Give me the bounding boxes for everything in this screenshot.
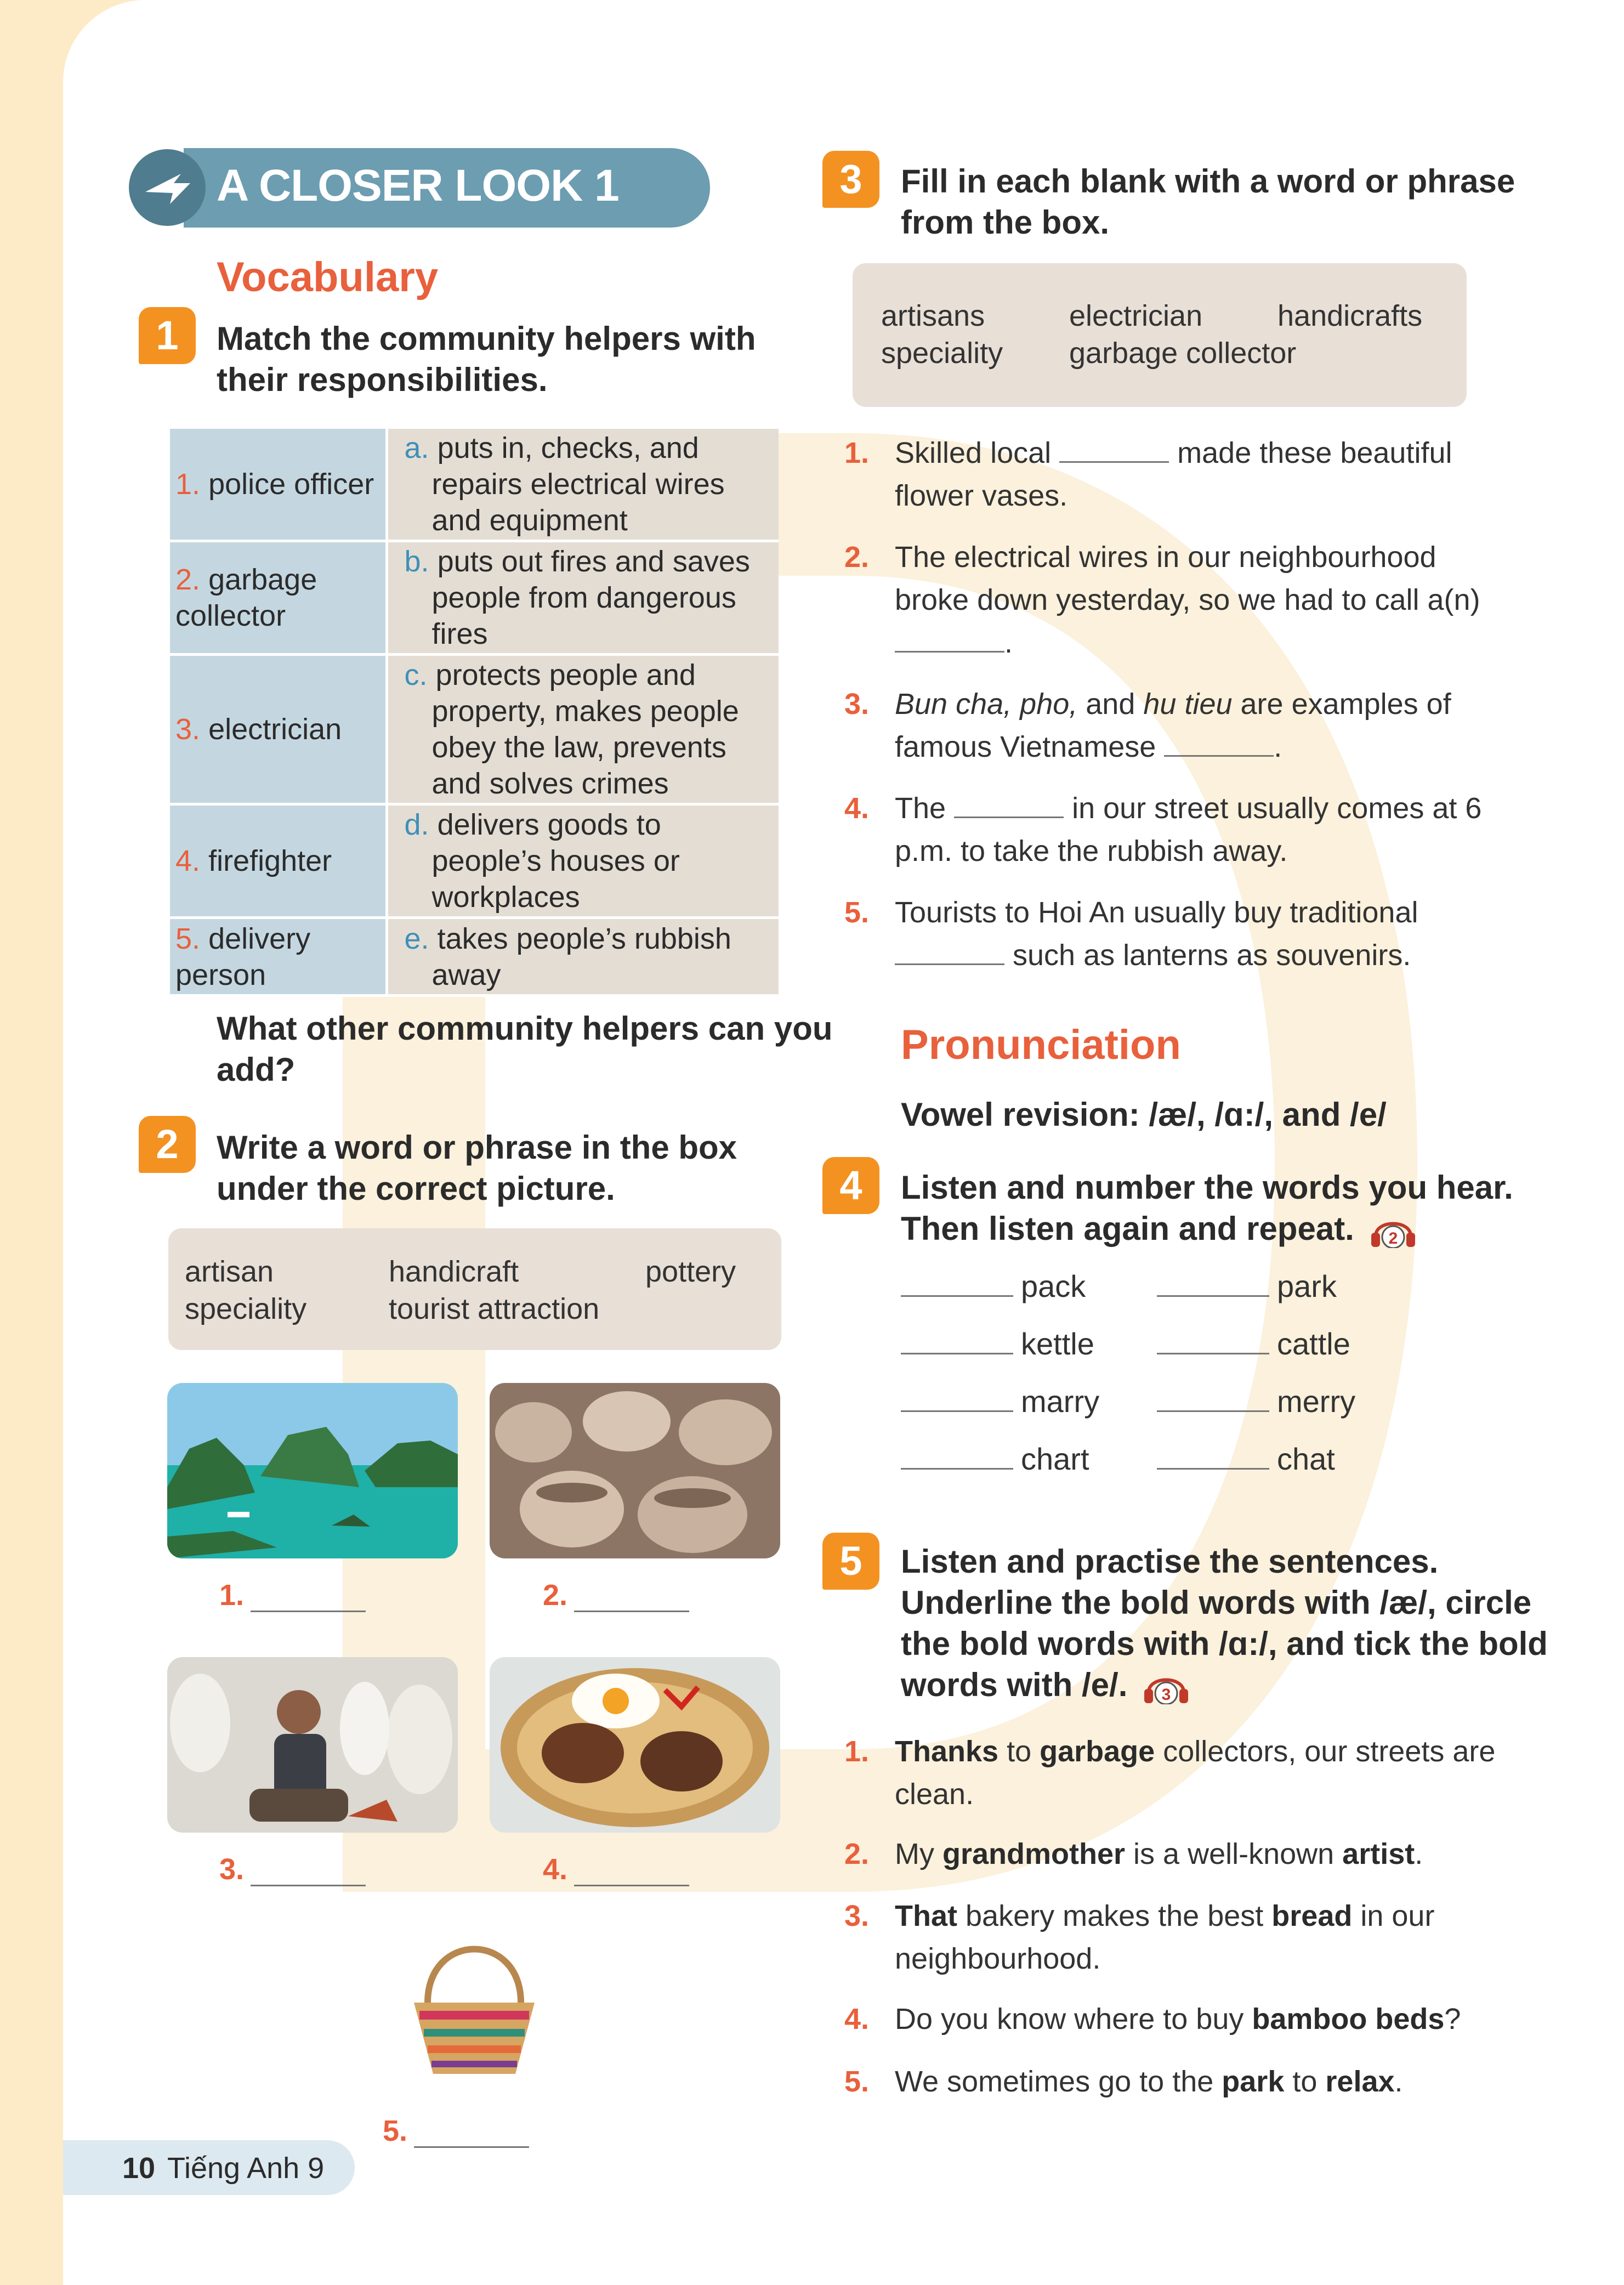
helper-cell[interactable]: 4. firefighter — [170, 804, 387, 918]
match-row — [170, 429, 779, 541]
responsibility-cell[interactable]: b. puts out fires and saves people from dangerous fires — [387, 541, 779, 655]
audio-track-icon[interactable] — [1141, 1670, 1191, 1704]
blank-input[interactable] — [1059, 441, 1169, 463]
word-box-item: pottery — [645, 1255, 736, 1288]
exercise-2-badge: 2 — [139, 1116, 196, 1173]
number-blank[interactable] — [901, 1396, 1013, 1412]
bold-word[interactable]: grandmother — [942, 1838, 1126, 1870]
word-box-item: garbage collector — [1069, 337, 1297, 370]
match-row — [170, 541, 779, 655]
page — [63, 0, 1624, 2285]
ex4-word: chart — [901, 1441, 1089, 1477]
basket-photo — [398, 1920, 551, 2079]
ex4-word: cattle — [1157, 1326, 1350, 1362]
match-table — [170, 429, 779, 997]
picture-4-answer[interactable]: 4. — [543, 1852, 689, 1886]
svg-text:2: 2 — [1388, 1229, 1398, 1248]
page-number: 10 — [122, 2152, 156, 2185]
exercise-3-instruction: Fill in each blank with a word or phrase from the box. — [901, 163, 1515, 241]
ex4-word: chat — [1157, 1441, 1335, 1477]
bay-landscape-photo — [167, 1383, 458, 1558]
ex5-sentence: 3. That bakery makes the best bread in our neighbourhood. — [844, 1900, 1435, 1975]
responsibility-cell[interactable]: e. takes people’s rubbish away — [387, 918, 779, 996]
blank-input[interactable] — [895, 943, 1004, 965]
match-row — [170, 655, 779, 804]
page-footer — [63, 2140, 355, 2195]
ex4-word: merry — [1157, 1384, 1355, 1419]
ex4-word: pack — [901, 1268, 1086, 1304]
responsibility-cell[interactable]: d. delivers goods to people’s houses or workplaces — [387, 804, 779, 918]
word-box-item: speciality — [185, 1292, 307, 1325]
exercise-2-instruction: Write a word or phrase in the box under the correct picture. — [217, 1129, 737, 1207]
bold-word[interactable]: park — [1222, 2065, 1285, 2098]
ex5-sentence: 5. We sometimes go to the park to relax. — [844, 2065, 1403, 2098]
pottery-photo — [490, 1383, 780, 1558]
word-box-item: electrician — [1069, 299, 1203, 332]
ex4-word: marry — [901, 1384, 1099, 1419]
blank-input[interactable] — [1164, 735, 1274, 757]
section-banner — [129, 148, 710, 228]
exercise-5-instruction: Listen and practise the sentences. Underline the bold words with /æ/, circle the bold words with /ɑ:/, and tick the bold words with /e/. 3 — [901, 1543, 1548, 1704]
ex3-item-2: 2. The electrical wires in our neighbourhood broke down yesterday, so we had to call a(n) . — [844, 541, 1480, 659]
banner-icon — [129, 149, 206, 226]
audio-track-icon[interactable] — [1368, 1214, 1418, 1248]
ex5-sentence: 2. My grandmother is a well-known artist. — [844, 1838, 1423, 1870]
word-box-item: handicraft — [389, 1255, 519, 1288]
bold-word[interactable]: That — [895, 1900, 957, 1932]
pronunciation-title: Pronunciation — [901, 1022, 1181, 1068]
responsibility-cell[interactable]: c. protects people and property, makes people obey the law, prevents and solves crimes — [387, 655, 779, 804]
ex5-sentence: 1. Thanks to garbage collectors, our streets are clean. — [844, 1735, 1496, 1811]
ex4-word: kettle — [901, 1326, 1094, 1362]
word-box-item: artisan — [185, 1255, 274, 1288]
word-box-item: artisans — [881, 299, 985, 332]
exercise-2-word-box — [168, 1228, 781, 1350]
exercise-1-badge: 1 — [139, 307, 196, 364]
picture-5-answer[interactable]: 5. — [383, 2114, 529, 2148]
followup-question: What other community helpers can you add? — [217, 1010, 833, 1088]
exercise-5-badge: 5 — [822, 1533, 879, 1590]
responsibility-cell[interactable]: a. puts in, checks, and repairs electrical wires and equipment — [387, 429, 779, 541]
number-blank[interactable] — [1157, 1338, 1269, 1354]
svg-text:3: 3 — [1161, 1686, 1171, 1704]
vocabulary-title: Vocabulary — [217, 254, 439, 300]
helper-cell[interactable]: 5. delivery person — [170, 918, 387, 996]
bold-word[interactable]: Thanks — [895, 1735, 999, 1768]
number-blank[interactable] — [1157, 1453, 1269, 1470]
number-blank[interactable] — [1157, 1280, 1269, 1297]
word-box-item: speciality — [881, 337, 1003, 370]
bold-word[interactable]: bamboo beds — [1252, 2003, 1445, 2035]
ex4-word: park — [1157, 1268, 1337, 1304]
bold-word[interactable]: bread — [1271, 1900, 1353, 1932]
blank-input[interactable] — [895, 631, 1004, 653]
match-row — [170, 804, 779, 918]
ex3-item-1: 1. Skilled local made these beautiful flower vases. — [844, 436, 1452, 512]
picture-3-answer[interactable]: 3. — [219, 1852, 366, 1886]
artisan-photo — [167, 1657, 458, 1833]
number-blank[interactable] — [1157, 1396, 1269, 1412]
number-blank[interactable] — [901, 1338, 1013, 1354]
exercise-3-word-box — [853, 263, 1467, 407]
bold-word[interactable]: garbage — [1040, 1735, 1155, 1768]
book-title: Tiếng Anh 9 — [167, 2152, 325, 2185]
word-box-item: tourist attraction — [389, 1292, 600, 1325]
food-tray-photo — [490, 1657, 780, 1833]
exercise-3-badge: 3 — [822, 151, 879, 208]
ex3-item-4: 4. The in our street usually comes at 6 p.m. to take the rubbish away. — [844, 792, 1482, 867]
match-row — [170, 918, 779, 996]
word-box-item: handicrafts — [1277, 299, 1423, 332]
number-blank[interactable] — [901, 1280, 1013, 1297]
exercise-4-instruction: Listen and number the words you hear. Then listen again and repeat. 2 — [901, 1169, 1513, 1248]
ex5-sentence: 4. Do you know where to buy bamboo beds? — [844, 2003, 1461, 2035]
ex3-item-3: 3. Bun cha, pho, and hu tieu are examples of famous Vietnamese . — [844, 688, 1451, 763]
exercise-1-instruction: Match the community helpers with their responsibilities. — [217, 320, 756, 398]
blank-input[interactable] — [954, 796, 1064, 818]
page-title: A CLOSER LOOK 1 — [217, 161, 619, 211]
picture-2-answer[interactable]: 2. — [543, 1578, 689, 1612]
number-blank[interactable] — [901, 1453, 1013, 1470]
helper-cell[interactable]: 2. garbage collector — [170, 541, 387, 655]
helper-cell[interactable]: 3. electrician — [170, 655, 387, 804]
ex3-item-5: 5. Tourists to Hoi An usually buy traditional such as lanterns as souvenirs. — [844, 896, 1418, 972]
bold-word[interactable]: relax — [1325, 2065, 1395, 2098]
picture-1-answer[interactable]: 1. — [219, 1578, 366, 1612]
bold-word[interactable]: artist — [1342, 1838, 1415, 1870]
pronunciation-subtitle: Vowel revision: /æ/, /ɑ:/, and /e/ — [901, 1096, 1387, 1133]
helper-cell[interactable]: 1. police officer — [170, 429, 387, 541]
exercise-4-badge: 4 — [822, 1157, 879, 1214]
